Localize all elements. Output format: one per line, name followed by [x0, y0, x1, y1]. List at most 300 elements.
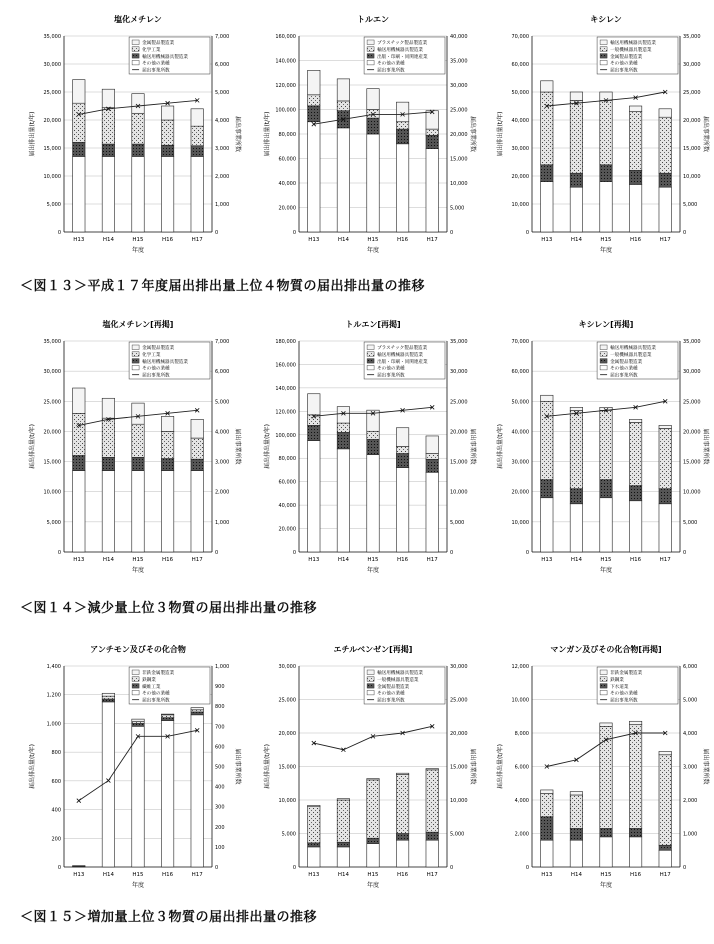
y-tick-label: 30,000 [511, 146, 529, 152]
y2-tick-label: 1,000 [215, 664, 230, 670]
y2-tick-label: 30,000 [683, 369, 701, 376]
bar-segment [191, 708, 203, 710]
y2-axis-label: 届出事業所数 [234, 428, 241, 465]
x-tick-label: H17 [659, 557, 671, 563]
y-tick-label: 80,000 [278, 132, 296, 138]
y2-axis-label: 届出事業所数 [702, 428, 709, 465]
y-tick-label: 10,000 [511, 202, 529, 208]
y-tick-label: 120,000 [275, 409, 296, 416]
bar-segment [73, 866, 85, 867]
y2-tick-label: 25,000 [450, 107, 468, 114]
x-tick-label: H13 [73, 557, 85, 563]
y-axis-label: 届出排出量(t/年) [264, 111, 271, 157]
legend-label: その他の業種 [610, 691, 638, 697]
y2-tick-label: 7,000 [215, 34, 230, 40]
bar-segment [367, 455, 379, 552]
y-tick-label: 160,000 [275, 34, 296, 40]
x-axis-label: 年度 [131, 567, 145, 574]
y2-tick-label: 10,000 [683, 174, 701, 180]
y2-axis-label: 届出事業所数 [234, 115, 241, 153]
bar-segment [570, 410, 582, 488]
y-tick-label: 30,000 [511, 459, 529, 466]
x-tick-label: H15 [132, 557, 144, 563]
y2-axis-label: 届出事業所数 [702, 115, 709, 153]
y-tick-label: 30,000 [43, 369, 61, 376]
chart-title: トルエン [357, 15, 389, 24]
y2-tick-label: 15,000 [683, 146, 701, 152]
bar-segment [396, 840, 408, 867]
bar-segment [629, 184, 641, 232]
y-tick-label: 10,000 [511, 697, 529, 704]
legend-label: 届出事業所数 [142, 373, 170, 379]
bar-segment [426, 840, 438, 867]
x-tick-label: H16 [397, 872, 409, 878]
bar-segment [541, 793, 553, 816]
bar-segment [102, 398, 114, 418]
legend-label: 輸送用機械器具製造業 [377, 48, 424, 53]
bar-segment [73, 471, 85, 552]
bar-segment [570, 407, 582, 410]
x-axis-label: 年度 [599, 247, 613, 254]
y-tick-label: 0 [57, 865, 61, 871]
y2-tick-label: 1,000 [683, 831, 698, 838]
x-tick-label: H13 [308, 557, 320, 563]
y-tick-label: 15,000 [278, 764, 296, 771]
x-tick-label: H15 [132, 872, 144, 878]
x-axis-label: 年度 [599, 567, 613, 574]
bar-segment [426, 769, 438, 770]
x-tick-label: H15 [600, 872, 612, 878]
bar-segment [367, 779, 379, 780]
y2-tick-label: 1,000 [215, 519, 230, 526]
y-tick-label: 1,400 [46, 664, 61, 670]
legend-swatch [600, 54, 607, 59]
chart-title: キシレン [590, 15, 622, 24]
bar-segment [426, 129, 438, 135]
legend-swatch [600, 345, 607, 350]
bar-segment [629, 721, 641, 724]
y-tick-label: 40,000 [278, 503, 296, 510]
y2-tick-label: 10,000 [450, 489, 468, 496]
bar-segment [161, 715, 173, 718]
y2-tick-label: 5,000 [450, 519, 465, 526]
bar-segment [659, 845, 671, 850]
y-tick-label: 25,000 [278, 697, 296, 704]
y-tick-label: 15,000 [43, 146, 61, 152]
bar-segment [541, 817, 553, 840]
y2-tick-label: 3,000 [215, 459, 230, 466]
legend-label: 一般機械器具製造業 [377, 678, 419, 683]
bar-segment [161, 156, 173, 232]
chart-title: アンチモン及びその化合物 [90, 645, 186, 654]
legend-label: 届出事業所数 [377, 373, 405, 379]
x-tick-label: H16 [397, 237, 409, 243]
y-tick-label: 6,000 [514, 764, 529, 771]
y-tick-label: 15,000 [43, 459, 61, 466]
legend-swatch [367, 365, 374, 370]
y2-tick-label: 30,000 [450, 664, 468, 670]
legend-label: 輸送用機械器具製造業 [142, 54, 189, 60]
bar-segment [396, 834, 408, 841]
bar-segment [426, 436, 438, 454]
y-tick-label: 0 [525, 865, 529, 871]
y2-tick-label: 2,000 [215, 174, 230, 180]
y2-tick-label: 25,000 [683, 90, 701, 96]
bar-segment [191, 715, 203, 867]
legend-swatch [132, 670, 139, 675]
chart-panel [478, 10, 710, 260]
y-tick-label: 50,000 [511, 399, 529, 406]
legend-label: その他の業種 [610, 366, 638, 372]
legend-swatch [367, 60, 374, 65]
y-tick-label: 60,000 [278, 479, 296, 486]
bar-segment [191, 156, 203, 232]
y2-tick-label: 35,000 [450, 339, 468, 345]
y2-tick-label: 0 [215, 230, 219, 236]
bar-segment [396, 447, 408, 454]
y-tick-label: 60,000 [511, 369, 529, 376]
x-tick-label: H17 [191, 872, 203, 878]
x-tick-label: H15 [367, 557, 379, 563]
y2-tick-label: 700 [215, 724, 225, 731]
y-tick-label: 70,000 [511, 339, 529, 345]
bar-segment [541, 395, 553, 401]
y-tick-label: 0 [292, 550, 296, 556]
y2-tick-label: 600 [215, 744, 225, 751]
y-tick-label: 20,000 [43, 118, 61, 124]
y2-tick-label: 0 [683, 230, 687, 236]
legend-label: 届出事業所数 [610, 373, 638, 379]
y2-tick-label: 4,000 [683, 731, 698, 737]
legend-label: 出版・印刷・同関連産業 [377, 54, 428, 60]
y2-tick-label: 30,000 [683, 62, 701, 68]
y2-tick-label: 0 [683, 550, 687, 556]
y-tick-label: 100,000 [275, 432, 296, 439]
legend-swatch [600, 690, 607, 695]
legend-label: 届出事業所数 [142, 698, 170, 704]
chart-panel [10, 640, 242, 895]
establishment-count-line [314, 726, 432, 749]
legend-label: 輸送用機械器具製造業 [377, 671, 424, 677]
y-axis-label: 届出排出量(t/年) [497, 111, 504, 157]
bar-segment [367, 439, 379, 454]
y-tick-label: 10,000 [43, 489, 61, 496]
y-axis-label: 届出排出量(t/年) [264, 743, 271, 790]
bar-segment [541, 81, 553, 92]
legend-swatch [132, 40, 139, 45]
figure-caption: ＜図１４＞減少量上位３物質の届出排出量の推移 [20, 601, 318, 616]
x-tick-label: H13 [73, 237, 85, 243]
y2-tick-label: 3,000 [683, 764, 698, 771]
bar-segment [659, 504, 671, 552]
legend-swatch [600, 359, 607, 364]
legend-label: 届出事業所数 [142, 68, 170, 74]
bar-segment [629, 486, 641, 501]
y2-tick-label: 5,000 [215, 399, 230, 406]
bar-segment [73, 80, 85, 104]
y2-axis-label: 届出事業所数 [702, 748, 709, 785]
figure-caption: ＜図１５＞増加量上位３物質の届出排出量の推移 [20, 910, 318, 925]
y-tick-label: 60,000 [511, 62, 529, 68]
bar-segment [337, 800, 349, 842]
chart-panel [478, 640, 710, 895]
y2-tick-label: 3,000 [215, 146, 230, 152]
bar-segment [570, 840, 582, 867]
bar-segment [191, 712, 203, 715]
bar-segment [426, 459, 438, 472]
y-tick-label: 40,000 [511, 429, 529, 436]
bar-segment [541, 182, 553, 232]
chart-panel [245, 315, 477, 580]
y2-tick-label: 400 [215, 784, 225, 791]
x-tick-label: H15 [132, 237, 144, 243]
y2-tick-label: 15,000 [450, 764, 468, 771]
y2-tick-label: 30,000 [450, 369, 468, 376]
bar-segment [132, 471, 144, 552]
y-axis-label: 届出排出量(t/年) [497, 423, 504, 470]
y2-tick-label: 20,000 [450, 429, 468, 436]
y2-tick-label: 300 [215, 804, 225, 811]
bar-segment [308, 106, 320, 122]
bar-segment [337, 423, 349, 432]
bar-segment [541, 480, 553, 498]
legend-label: 金属製品製造業 [142, 346, 175, 352]
y-tick-label: 1,200 [46, 692, 61, 699]
bar-segment [629, 419, 641, 422]
bar-segment [161, 120, 173, 145]
x-tick-label: H14 [102, 237, 114, 243]
y-tick-label: 1,000 [46, 721, 61, 728]
bar-segment [570, 489, 582, 504]
y-tick-label: 400 [51, 807, 61, 814]
figure-caption: ＜図１３＞平成１７年度届出排出量上位４物質の届出排出量の推移 [20, 279, 426, 294]
x-tick-label: H16 [630, 237, 642, 243]
bar-segment [308, 122, 320, 232]
y2-tick-label: 2,000 [683, 798, 698, 804]
bar-segment [600, 726, 612, 828]
bar-segment [161, 106, 173, 120]
bar-segment [308, 70, 320, 95]
legend-label: 一般機械器具製造業 [610, 353, 652, 358]
legend-label: 輸送用機械器具製造業 [610, 41, 657, 47]
legend-label: 鉄鋼業 [142, 678, 156, 683]
legend-label: 非鉄金属製造業 [142, 671, 175, 677]
legend-label: プラスチック製品製造業 [377, 346, 428, 352]
y-tick-label: 0 [57, 230, 61, 236]
bar-segment [541, 165, 553, 182]
chart-title: エチルベンゼン[再掲] [333, 645, 413, 654]
bar-segment [102, 699, 114, 702]
bar-segment [73, 388, 85, 413]
y-tick-label: 70,000 [511, 34, 529, 40]
bar-segment [132, 726, 144, 867]
legend-label: その他の業種 [377, 61, 405, 67]
bar-segment [102, 457, 114, 470]
bar-segment [102, 471, 114, 552]
legend-label: 金属製品製造業 [142, 41, 175, 47]
y2-axis-label: 届出事業所数 [234, 748, 241, 785]
bar-segment [541, 401, 553, 479]
y2-tick-label: 15,000 [450, 156, 468, 163]
x-tick-label: H14 [337, 872, 349, 878]
x-tick-label: H16 [630, 557, 642, 563]
y2-tick-label: 20,000 [683, 429, 701, 436]
y2-tick-label: 10,000 [450, 798, 468, 804]
bar-segment [396, 773, 408, 774]
y-tick-label: 100,000 [275, 107, 296, 114]
y2-tick-label: 4,000 [215, 429, 230, 436]
bar-segment [161, 431, 173, 458]
bar-segment [570, 92, 582, 100]
bar-segment [600, 828, 612, 836]
x-tick-label: H16 [397, 557, 409, 563]
y-tick-label: 12,000 [511, 664, 529, 670]
y-tick-label: 0 [525, 230, 529, 236]
bar-segment [337, 449, 349, 552]
bar-segment [629, 422, 641, 485]
bar-segment [629, 170, 641, 184]
bar-segment [191, 419, 203, 438]
x-tick-label: H13 [541, 872, 553, 878]
bar-segment [426, 472, 438, 552]
y2-tick-label: 5,000 [215, 90, 230, 96]
legend-label: 金属製品製造業 [610, 359, 643, 365]
bar-segment [396, 428, 408, 447]
bar-segment [570, 100, 582, 173]
legend-swatch [132, 359, 139, 364]
y-tick-label: 8,000 [514, 731, 529, 737]
y2-tick-label: 35,000 [683, 339, 701, 345]
legend-label: 一般機械器具製造業 [610, 48, 652, 53]
bar-segment [308, 394, 320, 415]
y2-tick-label: 0 [683, 865, 687, 871]
bar-segment [308, 441, 320, 552]
y-tick-label: 800 [51, 750, 61, 757]
y-axis-label: 届出排出量(t/年) [29, 743, 36, 790]
y-tick-label: 30,000 [43, 62, 61, 68]
y2-tick-label: 5,000 [450, 205, 465, 212]
y2-tick-label: 6,000 [683, 664, 698, 670]
y-tick-label: 2,000 [514, 831, 529, 838]
bar-segment [367, 431, 379, 439]
legend-swatch [367, 690, 374, 695]
y-tick-label: 5,000 [46, 519, 61, 526]
bar-segment [102, 702, 114, 867]
x-tick-label: H16 [630, 872, 642, 878]
bar-segment [337, 799, 349, 800]
bar-segment [337, 842, 349, 847]
y2-axis-label: 届出事業所数 [469, 428, 476, 465]
legend-label: 化学工業 [142, 48, 161, 53]
chart-panel [478, 315, 710, 580]
x-tick-label: H13 [541, 237, 553, 243]
y-tick-label: 35,000 [43, 339, 61, 345]
bar-segment [161, 718, 173, 721]
bar-segment [132, 144, 144, 156]
legend-label: 輸送用機械器具製造業 [142, 359, 189, 365]
y-axis-label: 届出排出量(t/年) [264, 423, 271, 470]
bar-segment [600, 100, 612, 164]
y-tick-label: 0 [525, 550, 529, 556]
bar-segment [191, 146, 203, 157]
legend-label: 届出事業所数 [610, 68, 638, 74]
legend-swatch [367, 345, 374, 350]
x-tick-label: H15 [600, 557, 612, 563]
bar-segment [337, 847, 349, 867]
chart-title: トルエン[再掲] [345, 320, 401, 329]
y-tick-label: 0 [57, 550, 61, 556]
y2-tick-label: 0 [215, 865, 219, 871]
y2-tick-label: 100 [215, 844, 225, 851]
bar-segment [629, 106, 641, 112]
x-axis-label: 年度 [366, 882, 380, 889]
y-tick-label: 600 [51, 778, 61, 785]
y2-tick-label: 30,000 [450, 83, 468, 89]
bar-segment [191, 710, 203, 712]
legend-label: プラスチック製品製造業 [377, 41, 428, 47]
bar-segment [102, 108, 114, 144]
legend-label: 輸送用機械器具製造業 [377, 353, 424, 358]
legend-swatch [132, 345, 139, 350]
y2-tick-label: 0 [450, 230, 454, 236]
legend-swatch [367, 47, 374, 52]
y2-tick-label: 35,000 [683, 34, 701, 40]
bar-segment [367, 118, 379, 134]
bar-segment [367, 110, 379, 119]
bar-segment [132, 457, 144, 470]
bar-segment [337, 128, 349, 232]
y-tick-label: 40,000 [278, 181, 296, 187]
bar-segment [102, 144, 114, 156]
x-tick-label: H15 [367, 237, 379, 243]
y2-tick-label: 2,000 [215, 489, 230, 496]
y2-tick-label: 0 [450, 865, 454, 871]
y-tick-label: 160,000 [275, 362, 296, 369]
bar-segment [161, 721, 173, 867]
bar-segment [161, 416, 173, 431]
y2-tick-label: 200 [215, 824, 225, 831]
y2-tick-label: 6,000 [215, 369, 230, 376]
y-tick-label: 0 [292, 865, 296, 871]
legend-swatch [132, 47, 139, 52]
legend-swatch [367, 684, 374, 689]
y-tick-label: 20,000 [278, 731, 296, 737]
legend-label: 下水道業 [610, 684, 629, 690]
bar-segment [629, 828, 641, 836]
x-tick-label: H17 [191, 237, 203, 243]
bar-segment [629, 501, 641, 552]
bar-segment [541, 790, 553, 793]
y2-tick-label: 15,000 [450, 459, 468, 466]
bar-segment [659, 109, 671, 117]
legend-label: 繊維工業 [142, 684, 161, 690]
y-tick-label: 10,000 [511, 519, 529, 526]
y2-tick-label: 900 [215, 684, 225, 691]
bar-segment [396, 122, 408, 129]
legend-label: その他の業種 [377, 366, 405, 372]
bar-segment [600, 837, 612, 867]
x-tick-label: H14 [337, 237, 349, 243]
bar-segment [659, 489, 671, 504]
bar-segment [102, 156, 114, 232]
y2-tick-label: 25,000 [450, 399, 468, 406]
legend-swatch [600, 670, 607, 675]
y2-tick-label: 0 [215, 550, 219, 556]
y-tick-label: 4,000 [514, 798, 529, 804]
bar-segment [396, 102, 408, 122]
x-tick-label: H13 [541, 557, 553, 563]
x-axis-label: 年度 [366, 247, 380, 254]
